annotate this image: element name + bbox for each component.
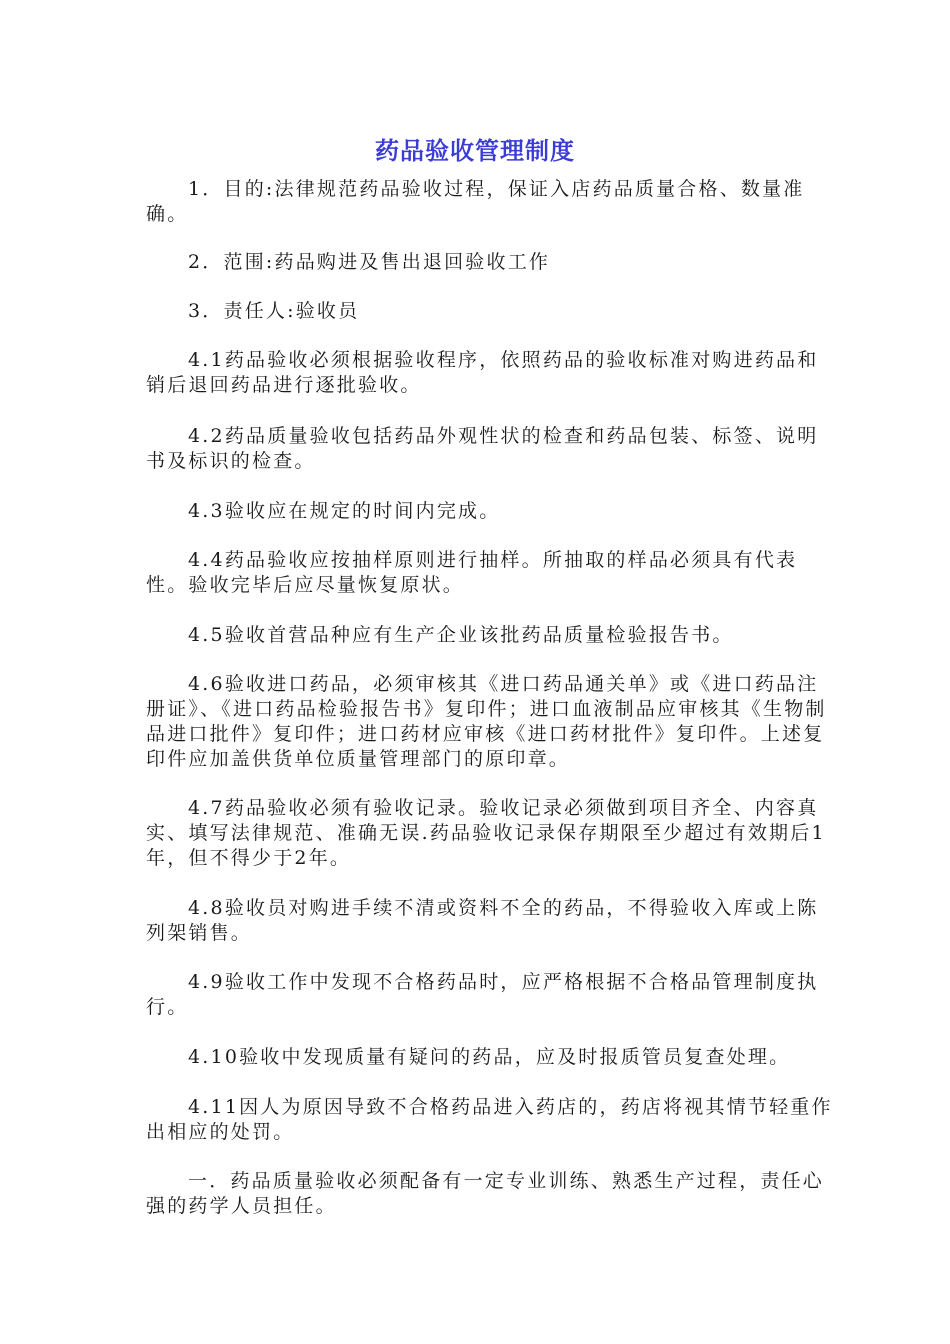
- paragraph-4-10: 4.10验收中发现质量有疑问的药品，应及时报质管员复查处理。: [188, 1046, 791, 1068]
- paragraph-section-1: 一．药品质量验收必须配备有一定专业训练、熟悉生产过程，责任心强的药学人员担任。: [146, 1170, 825, 1217]
- paragraph-4-1: 4.1药品验收必须根据验收程序，依照药品的验收标准对购进药品和销后退回药品进行逐批验收。: [146, 349, 819, 396]
- paragraph-4-4: 4.4药品验收应按抽样原则进行抽样。所抽取的样品必须具有代表性。验收完毕后应尽量恢复原状。: [146, 549, 798, 596]
- paragraph-4-5: 4.5验收首营品种应有生产企业该批药品质量检验报告书。: [188, 624, 734, 646]
- paragraph-4-2: 4.2药品质量验收包括药品外观性状的检查和药品包装、标签、说明书及标识的检查。: [146, 425, 819, 472]
- paragraph-4-6: 4.6验收进口药品，必须审核其《进口药品通关单》或《进口药品注册证》、《进口药品检验报告书》复印件；进口血液制品应审核其《生物制品进口批件》复印件；进口药材应审核《进口药材批件》复印件。上述复印件应加盖供货单位质量管理部门的原印章。: [146, 673, 827, 770]
- paragraph-4-3: 4.3验收应在规定的时间内完成。: [188, 500, 501, 522]
- paragraph-scope: 2．范围:药品购进及售出退回验收工作: [188, 251, 551, 273]
- paragraph-4-8: 4.8验收员对购进手续不清或资料不全的药品，不得验收入库或上陈列架销售。: [146, 897, 819, 944]
- paragraph-4-9: 4.9验收工作中发现不合格药品时，应严格根据不合格品管理制度执行。: [146, 971, 819, 1018]
- document-title: 药品验收管理制度: [375, 137, 575, 165]
- paragraph-purpose: 1．目的:法律规范药品验收过程，保证入店药品质量合格、数量准确。: [146, 178, 805, 225]
- paragraph-4-11: 4.11因人为原因导致不合格药品进入药店的，药店将视其情节轻重作出相应的处罚。: [146, 1096, 833, 1143]
- paragraph-responsible: 3．责任人:验收员: [188, 300, 360, 322]
- paragraph-4-7: 4.7药品验收必须有验收记录。验收记录必须做到项目齐全、内容真实、填写法律规范、准确无误.药品验收记录保存期限至少超过有效期后1年，但不得少于2年。: [146, 797, 826, 869]
